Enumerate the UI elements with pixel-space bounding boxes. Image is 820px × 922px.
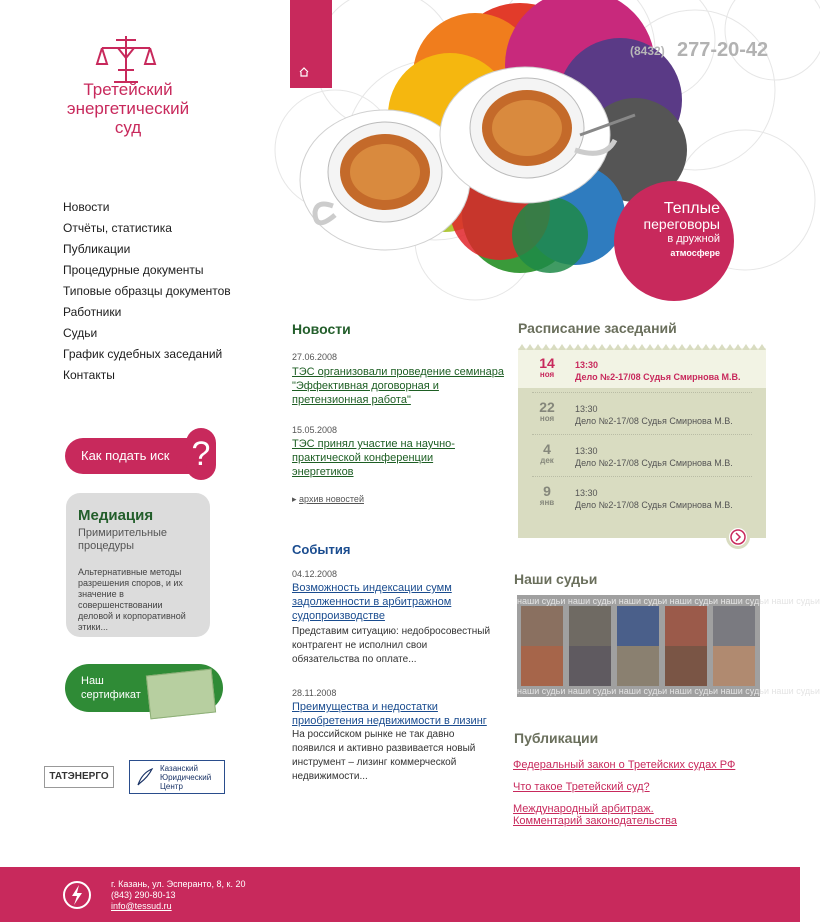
publication-link[interactable]: Международный арбитраж. <box>513 803 654 815</box>
schedule-perforated-edge <box>518 344 766 350</box>
schedule-more-button[interactable] <box>726 525 750 549</box>
judge-photo[interactable] <box>521 606 563 646</box>
main-nav <box>63 200 273 389</box>
schedule-day: 22 <box>539 399 555 415</box>
nav-item-hearing-schedule[interactable]: График судебных заседаний <box>63 347 223 361</box>
judge-photo[interactable] <box>665 606 707 646</box>
arrow-right-icon <box>729 528 747 546</box>
schedule-row[interactable] <box>518 434 766 474</box>
news-archive-link[interactable]: ▸ архив новостей <box>292 494 364 504</box>
mediation-title: Медиация <box>78 507 154 524</box>
header-strip <box>290 0 332 88</box>
nav-item-news[interactable]: Новости <box>63 200 110 214</box>
nav-item-doc-templates[interactable]: Типовые образцы документов <box>63 284 231 298</box>
news-heading: Новости <box>292 321 351 337</box>
footer-address: г. Казань, ул. Эсперанто, 8, к. 20 <box>111 879 246 889</box>
judges-gallery <box>517 595 820 697</box>
judge-photo[interactable] <box>569 646 611 686</box>
logo-line-2: энергетический <box>66 99 190 118</box>
schedule-time: 13:30 <box>575 446 598 456</box>
mediation-subtitle-2: процедуры <box>78 540 135 552</box>
footer-phone: (843) 290-80-13 <box>111 890 176 900</box>
event-summary: На российском рынке не так давно появился и активно развивается новый инструмент – лизинг коммерческой недвижимости... <box>292 729 476 782</box>
phone-prefix: (8432) <box>630 44 665 58</box>
schedule-day: 9 <box>543 483 551 499</box>
certificate-line-2: сертификат <box>81 689 141 701</box>
nav-item-contacts[interactable]: Контакты <box>63 368 115 382</box>
event-date: 04.12.2008 <box>292 569 338 579</box>
judges-heading: Наши судьи <box>514 571 598 587</box>
slogan-line-2: переговоры <box>643 216 720 232</box>
logo-line-3: суд <box>114 118 142 137</box>
judges-strip-top: наши судьи наши судьи наши судьи наши судьи наши судьи наши судьи <box>517 596 820 606</box>
publication-link[interactable]: Что такое Третейский суд? <box>513 781 650 793</box>
mail-icon[interactable] <box>333 66 345 78</box>
judges-strip-bottom: наши судьи наши судьи наши судьи наши судьи наши судьи наши судьи <box>517 686 820 696</box>
mediation-card[interactable] <box>66 493 210 637</box>
kuc-line-2: Юридический <box>160 773 212 782</box>
schedule-day: 4 <box>543 441 551 457</box>
news-archive-label[interactable]: архив новостей <box>299 494 364 504</box>
mediation-text: Альтернативные методы разрешения споров, и их значение в совершенствовании деловой и корпоративной этики... <box>78 567 186 632</box>
schedule-panel <box>518 348 766 538</box>
nav-item-publications[interactable]: Публикации <box>63 242 131 256</box>
event-link[interactable]: Преимущества и недостатки приобретения недвижимости в лизинг <box>292 701 487 727</box>
logo-line-1: Третейский <box>83 80 173 99</box>
schedule-case: Дело №2-17/08 Судья Смирнова М.В. <box>575 458 733 468</box>
schedule-day: 14 <box>539 355 555 371</box>
events-heading: События <box>292 542 351 557</box>
phone-number: 277-20-42 <box>677 39 769 61</box>
mediation-subtitle-1: Примирительные <box>78 527 168 539</box>
feather-icon <box>136 767 154 787</box>
schedule-time: 13:30 <box>575 404 598 414</box>
schedule-month: ноя <box>539 370 555 379</box>
kuc-line-1: Казанский <box>160 764 198 773</box>
footer-email-link[interactable]: info@tessud.ru <box>111 901 172 911</box>
event-date: 28.11.2008 <box>292 688 337 698</box>
event-link[interactable]: Возможность индексации сумм задолженности в арбитражном судопроизводстве <box>292 582 452 622</box>
slogan-line-3: в дружной <box>667 233 720 245</box>
schedule-row[interactable] <box>518 392 766 432</box>
nav-item-reports[interactable]: Отчёты, статистика <box>63 221 172 235</box>
question-mark-icon[interactable]: ? <box>186 428 216 480</box>
slogan-line-4: атмосфере <box>670 248 720 258</box>
judge-photo[interactable] <box>665 646 707 686</box>
scales-logo-icon <box>96 34 156 84</box>
publications-heading: Публикации <box>514 730 599 746</box>
event-summary: Представим ситуацию: недобросовестный контрагент не исполнил свои обязательства по оплате... <box>292 626 491 665</box>
publication-link[interactable]: Федеральный закон о Третейских судах РФ <box>513 759 736 771</box>
site-logo-text[interactable] <box>48 80 208 137</box>
slogan-line-1: Теплые <box>663 200 720 217</box>
schedule-heading: Расписание заседаний <box>518 320 677 336</box>
schedule-month: янв <box>539 498 555 507</box>
news-link[interactable]: ТЭС организовали проведение семинара "Эффективная договорная и претензионная работа" <box>292 366 504 406</box>
schedule-row[interactable] <box>518 348 766 388</box>
slogan-badge <box>614 181 734 301</box>
schedule-row[interactable] <box>518 476 766 516</box>
publication-link[interactable]: Комментарий законодательства <box>513 815 677 827</box>
judge-photo[interactable] <box>521 646 563 686</box>
nav-item-staff[interactable]: Работники <box>63 305 122 319</box>
judge-photo[interactable] <box>569 606 611 646</box>
schedule-case: Дело №2-17/08 Судья Смирнова М.В. <box>575 416 733 426</box>
certificate-document-icon <box>146 669 216 720</box>
schedule-time: 13:30 <box>575 360 599 370</box>
kuc-line-3: Центр <box>160 782 183 791</box>
schedule-month: дек <box>540 456 554 465</box>
news-date: 15.05.2008 <box>292 425 338 435</box>
schedule-month: ноя <box>539 414 555 423</box>
judge-photo[interactable] <box>713 646 755 686</box>
news-link[interactable]: ТЭС принял участие на научно-практической конференции энергетиков <box>292 438 455 478</box>
judge-photo[interactable] <box>617 606 659 646</box>
home-icon[interactable] <box>298 66 310 78</box>
nav-item-judges[interactable]: Судьи <box>63 326 98 340</box>
schedule-case: Дело №2-17/08 Судья Смирнова М.В. <box>575 372 741 382</box>
tatenergo-logo[interactable]: ТАТЭНЕРГО <box>44 766 114 788</box>
judge-photo[interactable] <box>617 646 659 686</box>
certificate-line-1: Наш <box>81 675 104 687</box>
how-to-file-claim-button[interactable]: Как подать иск <box>65 438 215 474</box>
schedule-time: 13:30 <box>575 488 598 498</box>
nav-item-procedural-docs[interactable]: Процедурные документы <box>63 263 204 277</box>
judge-photo[interactable] <box>713 606 755 646</box>
footer-logo-icon <box>62 880 92 910</box>
news-date: 27.06.2008 <box>292 352 338 362</box>
schedule-case: Дело №2-17/08 Судья Смирнова М.В. <box>575 500 733 510</box>
